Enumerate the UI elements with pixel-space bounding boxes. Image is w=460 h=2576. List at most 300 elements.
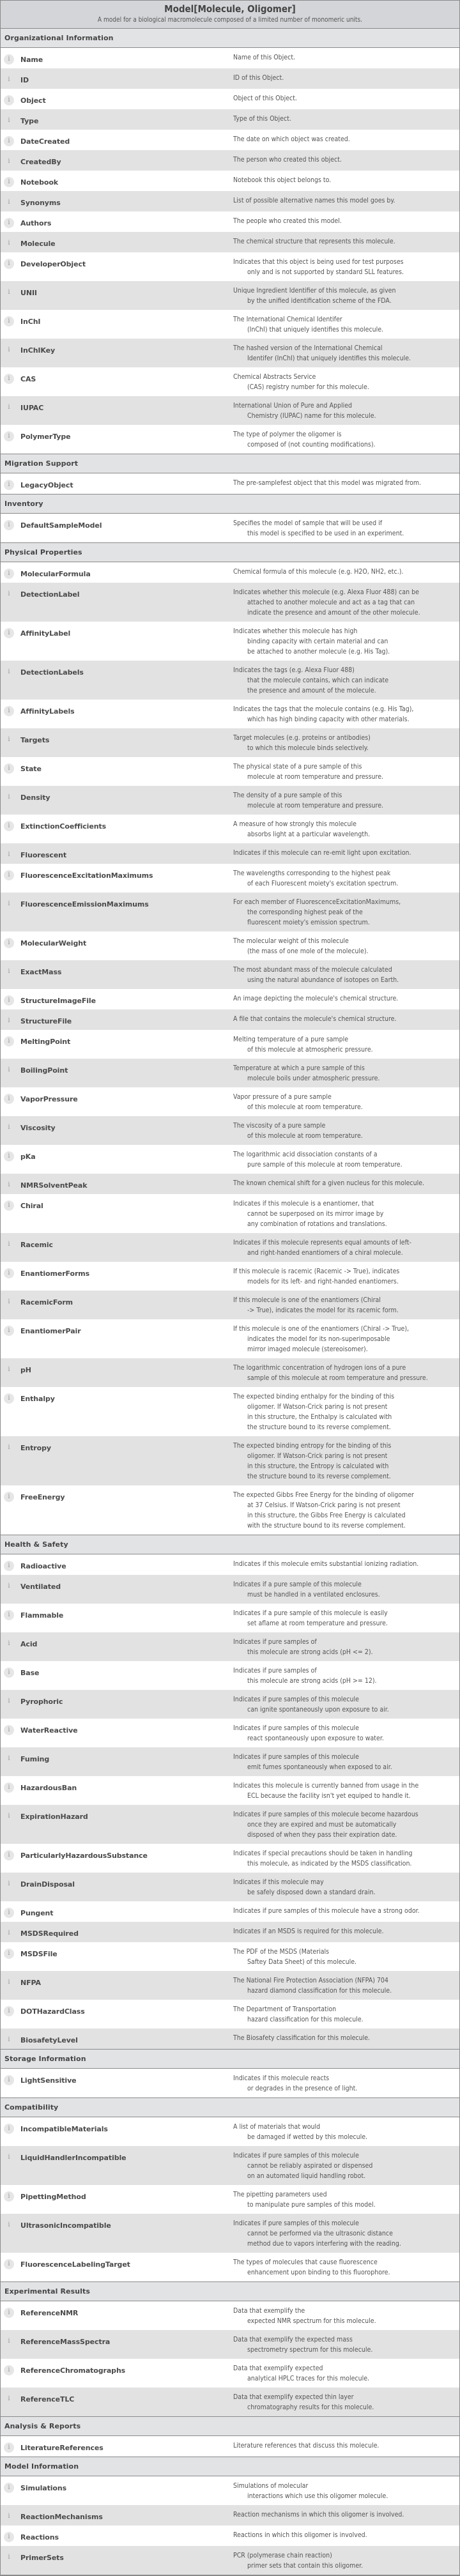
description-text: Indicates if this molecule may — [233, 1878, 324, 1886]
field-name-cell — [1, 2257, 233, 2269]
field-name-cell — [1, 1199, 233, 1211]
field-name: Ventilated — [20, 1582, 61, 1591]
description-line — [233, 1510, 456, 1521]
field-description — [233, 343, 459, 364]
info-icon[interactable]: i — [8, 2154, 10, 2161]
info-icon[interactable]: i — [4, 1667, 14, 1678]
field-row — [1, 1116, 459, 1145]
description-line — [233, 1887, 456, 1897]
field-name: ParticularlyHazardousSubstance — [20, 1851, 148, 1860]
field-name-cell — [1, 2189, 233, 2202]
info-icon[interactable]: i — [8, 76, 10, 83]
field-description — [233, 2122, 459, 2142]
info-icon[interactable]: i — [4, 218, 14, 228]
field-name: DetectionLabel — [20, 590, 80, 599]
info-icon[interactable]: i — [4, 995, 14, 1006]
info-icon[interactable]: i — [4, 2259, 14, 2269]
info-icon[interactable]: i — [4, 480, 14, 490]
info-icon[interactable]: i — [4, 2075, 14, 2085]
info-icon[interactable]: i — [4, 1949, 14, 1959]
info-icon[interactable]: i — [4, 1725, 14, 1735]
description-text: Melting temperature of a pure sample — [233, 1036, 349, 1043]
field-name: PolymerType — [20, 432, 71, 441]
description-text: the structure bound to its reverse complement. — [247, 1423, 391, 1431]
field-row — [1, 583, 459, 622]
section-header — [1, 2457, 459, 2476]
description-line — [233, 267, 456, 277]
section-title: Experimental Results — [4, 2287, 91, 2296]
description-text: this molecule, as indicated by the MSDS classification. — [247, 1860, 412, 1867]
field-row — [1, 1690, 459, 1719]
field-row — [1, 1554, 459, 1575]
field-row — [1, 2253, 459, 2282]
description-text: indicates the model for its non-superimposable — [247, 1335, 390, 1343]
description-text: Reaction mechanisms in which this oligomer is involved. — [233, 2511, 404, 2518]
description-line — [233, 1820, 456, 1830]
description-line — [233, 1618, 456, 1629]
info-icon[interactable]: i — [4, 2532, 14, 2542]
description-line — [233, 296, 456, 306]
info-icon[interactable]: i — [8, 1698, 10, 1705]
field-description — [233, 1975, 459, 1996]
info-icon[interactable]: i — [8, 2221, 10, 2228]
field-row — [1, 1719, 459, 1747]
info-icon[interactable]: i — [4, 1151, 14, 1162]
field-name-cell — [1, 2073, 233, 2085]
section-title: Inventory — [4, 500, 43, 508]
info-icon[interactable]: i — [8, 404, 10, 411]
description-text: Chemical Abstracts Service — [233, 373, 316, 381]
info-icon[interactable]: i — [8, 736, 10, 743]
description-line — [233, 236, 456, 247]
field-description — [233, 733, 459, 753]
info-icon[interactable]: i — [8, 240, 10, 247]
description-text: cannot be performed via the ultrasonic distance — [247, 2230, 393, 2237]
field-name: ReferenceNMR — [20, 2308, 79, 2317]
field-row — [1, 1604, 459, 1632]
field-name: HazardousBan — [20, 1783, 77, 1792]
field-description — [233, 1063, 459, 1084]
field-name: LiquidHandlerIncompatible — [20, 2153, 126, 2162]
info-icon[interactable]: i — [8, 968, 10, 975]
description-text: Indicates if pure samples of this molecule have a strong odor. — [233, 1907, 420, 1915]
field-name-cell — [1, 1608, 233, 1620]
field-description — [233, 626, 459, 657]
field-name: MeltingPoint — [20, 1037, 71, 1046]
description-text: spectrometry spectrum for this molecule. — [247, 2346, 373, 2354]
field-description — [233, 1178, 459, 1188]
field-row — [1, 150, 459, 171]
info-icon[interactable]: i — [8, 117, 10, 124]
info-icon[interactable]: i — [8, 1241, 10, 1248]
info-icon[interactable]: i — [8, 2554, 10, 2561]
field-description — [233, 401, 459, 421]
description-line — [233, 2510, 456, 2520]
field-name: Type — [20, 116, 39, 125]
description-text: once they are expired and must be automatically — [247, 1821, 397, 1828]
info-icon[interactable]: i — [4, 177, 14, 187]
description-text: in this structure, the Entropy is calculated with — [247, 1462, 389, 1470]
field-row — [1, 1174, 459, 1194]
field-row — [1, 1436, 459, 1485]
table-header — [1, 1, 459, 29]
page-title: Model[Molecule, Oligomer] — [164, 3, 296, 15]
description-text: Simulations of molecular — [233, 2482, 309, 2490]
description-line — [233, 2033, 456, 2043]
info-icon[interactable]: i — [4, 2124, 14, 2134]
description-text: only and is not supported by standard SLL features. — [247, 268, 404, 276]
info-icon[interactable]: i — [4, 870, 14, 880]
description-text: cannot be superposed on its mirror image by — [247, 1210, 384, 1218]
description-text: The pre-samplefest object that this model was migrated from. — [233, 479, 422, 487]
info-icon[interactable]: i — [8, 158, 10, 165]
description-line — [233, 665, 456, 675]
info-icon[interactable]: i — [4, 1200, 14, 1211]
description-text: interactions which use this oligomer molecule. — [247, 2492, 388, 2500]
info-icon[interactable]: i — [8, 1583, 10, 1590]
description-text: The logarithmic acid dissociation constants of a — [233, 1151, 378, 1158]
info-icon[interactable]: i — [4, 763, 14, 774]
info-icon[interactable]: i — [4, 1268, 14, 1278]
info-icon[interactable]: i — [4, 259, 14, 269]
field-name-cell — [1, 1926, 233, 1938]
description-line — [233, 1402, 456, 1412]
description-line — [233, 93, 456, 103]
field-row — [1, 2146, 459, 2185]
description-line — [233, 762, 456, 772]
info-icon[interactable]: i — [8, 900, 10, 907]
description-text: The type of polymer the oligomer is — [233, 431, 342, 438]
field-name: ID — [20, 75, 29, 84]
field-name-cell — [1, 1238, 233, 1250]
info-icon[interactable]: i — [4, 374, 14, 384]
info-icon[interactable]: i — [8, 1366, 10, 1373]
description-line — [233, 714, 456, 724]
description-line — [233, 2363, 456, 2373]
description-line — [233, 1451, 456, 1461]
description-line — [233, 1412, 456, 1422]
info-icon[interactable]: i — [4, 1393, 14, 1404]
field-name-cell — [1, 868, 233, 880]
field-name-cell — [1, 52, 233, 65]
field-description — [233, 2257, 459, 2278]
info-icon[interactable]: i — [8, 346, 10, 353]
info-icon[interactable]: i — [8, 2513, 10, 2520]
field-name-cell — [1, 993, 233, 1006]
field-name-cell — [1, 286, 233, 298]
field-description — [233, 93, 459, 103]
description-line — [233, 2122, 456, 2132]
info-icon[interactable]: i — [4, 1561, 14, 1571]
field-row — [1, 960, 459, 989]
info-icon[interactable]: i — [4, 821, 14, 831]
field-description — [233, 2004, 459, 2025]
field-name-cell — [1, 2481, 233, 2493]
description-text: The physical state of a pure sample of this — [233, 763, 362, 770]
description-text: be safely disposed down a standard drain. — [247, 1889, 376, 1896]
info-icon[interactable]: i — [4, 431, 14, 441]
description-text: be attached to another molecule (e.g. His Tag). — [247, 648, 390, 656]
description-text: The PDF of the MSDS (Materials — [233, 1948, 330, 1956]
info-icon[interactable]: i — [4, 2483, 14, 2493]
description-text: or degrades in the presence of light. — [247, 2085, 358, 2092]
field-name-cell — [1, 2218, 233, 2230]
field-name-cell — [1, 372, 233, 384]
description-text: Saftey Data Sheet) of this molecule. — [247, 1958, 357, 1966]
field-description — [233, 1781, 459, 1801]
field-name: Fluorescent — [20, 850, 67, 859]
field-row — [1, 1009, 459, 1030]
description-text: Indicates if a pure sample of this molecule — [233, 1581, 362, 1588]
info-icon[interactable]: i — [4, 136, 14, 146]
info-icon[interactable]: i — [4, 2442, 14, 2453]
field-description — [233, 704, 459, 724]
description-text: Object of this Object. — [233, 95, 297, 102]
description-line — [233, 1102, 456, 1112]
description-line — [233, 175, 456, 185]
description-text: Name of this Object. — [233, 54, 296, 61]
info-icon[interactable]: i — [8, 1444, 10, 1451]
description-text: composed of (not counting modifications). — [247, 441, 376, 448]
field-row — [1, 191, 459, 211]
field-name: VaporPressure — [20, 1094, 78, 1103]
field-description — [233, 1092, 459, 1112]
info-icon[interactable]: i — [4, 1326, 14, 1336]
field-description — [233, 587, 459, 618]
description-line — [233, 216, 456, 226]
description-line — [233, 965, 456, 975]
description-line — [233, 1500, 456, 1510]
field-name: MolecularWeight — [20, 939, 87, 947]
description-text: The Biosafety classification for this molecule. — [233, 2034, 371, 2042]
info-icon[interactable]: i — [4, 2006, 14, 2016]
info-icon[interactable]: i — [8, 1929, 10, 1936]
info-icon[interactable]: i — [4, 1036, 14, 1046]
field-name-cell — [1, 2004, 233, 2016]
description-text: Indicates if pure samples of this molecule become hazardous — [233, 1811, 418, 1818]
info-icon[interactable]: i — [4, 1850, 14, 1860]
field-description — [233, 1490, 459, 1531]
field-row — [1, 1922, 459, 1942]
info-icon[interactable]: i — [4, 95, 14, 105]
description-text: this molecule are strong acids (pH <= 2). — [247, 1648, 373, 1656]
info-icon[interactable]: i — [4, 1782, 14, 1793]
info-icon[interactable]: i — [8, 289, 10, 296]
description-text: enhancement upon binding to this fluorophore. — [247, 2269, 390, 2276]
description-line — [233, 2257, 456, 2267]
description-line — [233, 2392, 456, 2402]
field-description — [233, 2033, 459, 2043]
description-line — [233, 1666, 456, 1676]
description-text: this molecule are strong acids (pH >= 12). — [247, 1677, 377, 1685]
description-line — [233, 1637, 456, 1647]
field-row — [1, 989, 459, 1009]
description-line — [233, 1975, 456, 1986]
description-line — [233, 314, 456, 325]
field-description — [233, 1559, 459, 1569]
field-name-cell — [1, 1178, 233, 1190]
info-icon[interactable]: i — [4, 706, 14, 716]
description-text: The person who created this object. — [233, 156, 342, 164]
field-name-cell — [1, 114, 233, 126]
description-line — [233, 636, 456, 647]
description-text: Unique Ingredient Identifier of this molecule, as given — [233, 287, 396, 295]
field-name-cell — [1, 175, 233, 187]
description-text: The chemical structure that represents this molecule. — [233, 238, 395, 245]
description-line — [233, 1705, 456, 1715]
field-name: Viscosity — [20, 1123, 56, 1132]
info-icon[interactable]: i — [8, 1640, 10, 1647]
info-icon[interactable]: i — [8, 1181, 10, 1188]
description-line — [233, 2189, 456, 2200]
description-line — [233, 52, 456, 63]
field-name: Authors — [20, 218, 52, 227]
info-icon[interactable]: i — [4, 2365, 14, 2375]
description-text: Identifer (InChI) that uniquely identifies this molecule. — [247, 355, 411, 362]
field-name: CreatedBy — [20, 157, 61, 166]
field-name: ExtinctionCoefficients — [20, 822, 107, 831]
field-description — [233, 2510, 459, 2520]
info-icon[interactable]: i — [4, 2308, 14, 2318]
field-description — [233, 372, 459, 392]
description-line — [233, 114, 456, 124]
description-text: ECL because the facility isn't yet equiped to handle it. — [247, 1792, 411, 1800]
description-text: The hashed version of the International Chemical — [233, 344, 383, 352]
field-name-cell — [1, 2392, 233, 2404]
description-text: Indicates if pure samples of — [233, 1638, 317, 1646]
field-description — [233, 216, 459, 226]
field-row — [1, 815, 459, 843]
info-icon[interactable]: i — [8, 590, 10, 597]
description-line — [233, 1344, 456, 1354]
info-icon[interactable]: i — [4, 54, 14, 65]
info-icon[interactable]: i — [8, 2395, 10, 2402]
description-line — [233, 1809, 456, 1820]
description-line — [233, 868, 456, 878]
info-icon[interactable]: i — [8, 1755, 10, 1762]
field-row — [1, 1262, 459, 1291]
field-row — [1, 171, 459, 191]
info-icon[interactable]: i — [8, 2338, 10, 2345]
field-description — [233, 2073, 459, 2094]
info-icon[interactable]: i — [8, 1979, 10, 1986]
info-icon[interactable]: i — [4, 316, 14, 326]
field-name: State — [20, 764, 42, 773]
field-name-cell — [1, 1906, 233, 1918]
description-line — [233, 647, 456, 657]
field-row — [1, 1971, 459, 2000]
field-name: DOTHazardClass — [20, 2007, 85, 2016]
description-text: List of possible alternative names this model goes by. — [233, 197, 395, 204]
info-icon[interactable]: i — [4, 1492, 14, 1502]
section-header — [1, 2282, 459, 2301]
field-name-cell — [1, 134, 233, 146]
description-text: chromatography results for this molecule. — [247, 2404, 374, 2411]
info-icon[interactable]: i — [4, 1610, 14, 1620]
description-text: in this structure, the Enthalpy is calculated with — [247, 1413, 392, 1421]
description-text: in this structure, the Gibbs Free Energy is calculated — [247, 1512, 406, 1519]
info-icon[interactable]: i — [8, 2036, 10, 2043]
field-description — [233, 1579, 459, 1600]
field-description — [233, 567, 459, 577]
info-icon[interactable]: i — [4, 938, 14, 948]
description-text: International Union of Pure and Applied — [233, 402, 353, 410]
description-text: Chemical formula of this molecule (e.g. H2O, NH2, etc.). — [233, 568, 404, 576]
description-text: If this molecule is one of the enantiomers (Chiral — [233, 1296, 381, 1304]
description-line — [233, 2561, 456, 2571]
info-icon[interactable]: i — [4, 569, 14, 579]
field-name: RacemicForm — [20, 1298, 73, 1307]
description-line — [233, 1471, 456, 1482]
description-text: The most abundant mass of the molecule calculated — [233, 966, 392, 974]
field-row — [1, 310, 459, 339]
description-line — [233, 1723, 456, 1733]
field-row — [1, 68, 459, 89]
description-text: Indicates if pure samples of this molecule — [233, 1696, 359, 1703]
field-name-cell — [1, 216, 233, 228]
field-description — [233, 1199, 459, 1229]
description-line — [233, 2441, 456, 2451]
description-line — [233, 1986, 456, 1996]
description-line — [233, 733, 456, 743]
info-icon[interactable]: i — [8, 668, 10, 675]
description-line — [233, 1762, 456, 1772]
description-line — [233, 2004, 456, 2014]
info-icon[interactable]: i — [4, 1094, 14, 1104]
description-text: set aflame at room temperature and pressure. — [247, 1620, 388, 1627]
field-name-cell — [1, 236, 233, 249]
description-text: any combination of rotations and translations. — [247, 1220, 387, 1228]
field-name: NFPA — [20, 1978, 41, 1987]
info-icon[interactable]: i — [8, 1124, 10, 1131]
info-icon[interactable]: i — [8, 1017, 10, 1024]
info-icon[interactable]: i — [8, 793, 10, 801]
info-icon[interactable]: i — [4, 2191, 14, 2202]
field-name-cell — [1, 936, 233, 948]
description-line — [233, 1276, 456, 1287]
info-icon[interactable]: i — [8, 851, 10, 858]
info-icon[interactable]: i — [8, 1066, 10, 1073]
field-name-cell — [1, 429, 233, 441]
field-name: ReferenceChromatographs — [20, 2366, 126, 2375]
info-icon[interactable]: i — [8, 1298, 10, 1305]
info-icon[interactable]: i — [8, 1813, 10, 1820]
field-name: Object — [20, 96, 46, 105]
info-icon[interactable]: i — [4, 1908, 14, 1918]
description-text: Indicates if pure samples of this molecule — [233, 1753, 359, 1761]
field-description — [233, 2306, 459, 2326]
field-name-cell — [1, 2363, 233, 2375]
field-name-cell — [1, 73, 233, 85]
info-icon[interactable]: i — [8, 199, 10, 206]
info-icon[interactable]: i — [4, 628, 14, 638]
field-name-cell — [1, 155, 233, 167]
field-name: DateCreated — [20, 137, 70, 146]
description-text: of this molecule at room temperature. — [247, 1132, 363, 1140]
description-line — [233, 2530, 456, 2540]
description-line — [233, 2073, 456, 2083]
field-description — [233, 1608, 459, 1629]
info-icon[interactable]: i — [8, 1880, 10, 1887]
field-name-cell — [1, 1490, 233, 1502]
description-text: Indicates if a pure sample of this molecule is easily — [233, 1609, 388, 1617]
field-row — [1, 864, 459, 893]
field-description — [233, 868, 459, 889]
description-line — [233, 1045, 456, 1055]
description-text: with the structure bound to its reverse complement. — [247, 1522, 406, 1529]
info-icon[interactable]: i — [4, 520, 14, 530]
description-text: of this molecule at room temperature. — [247, 1103, 363, 1111]
